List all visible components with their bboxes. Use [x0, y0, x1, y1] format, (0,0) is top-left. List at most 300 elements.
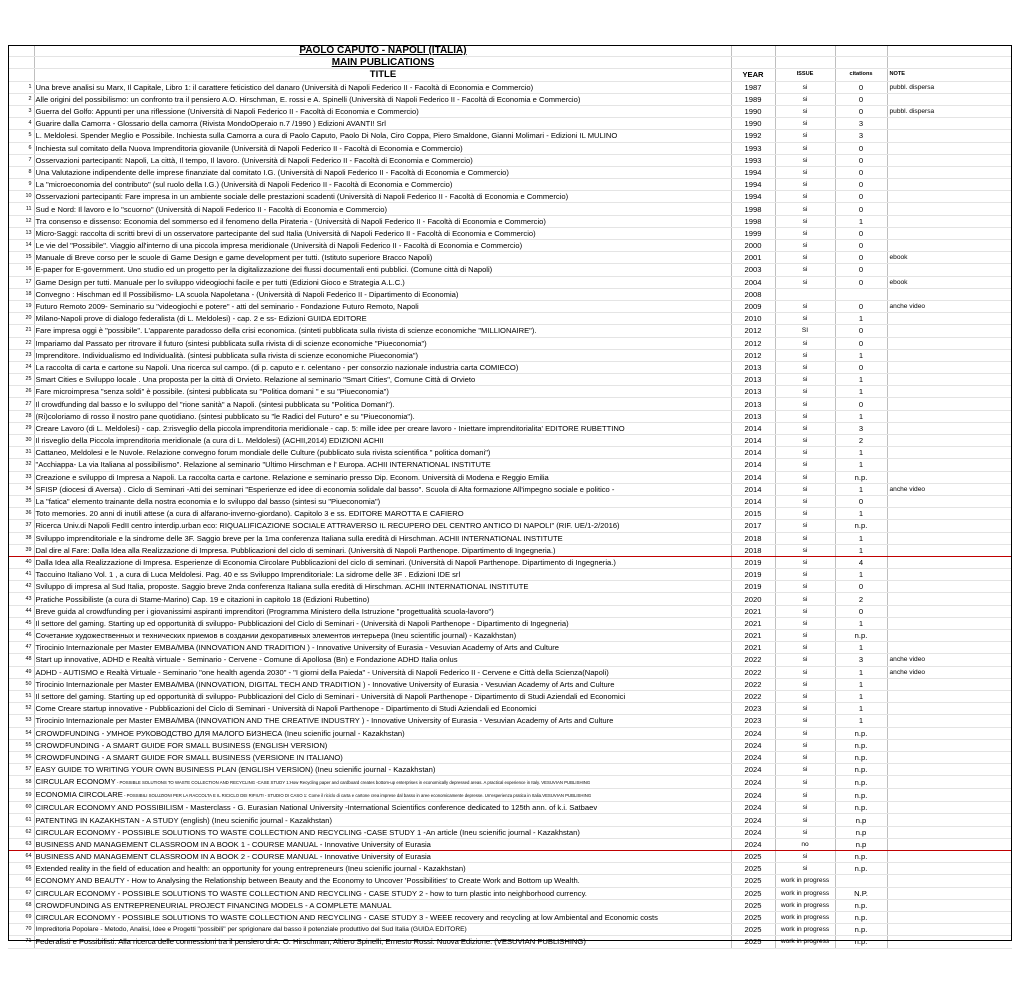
citation-count: 2: [835, 593, 887, 605]
table-row: [8, 751, 1012, 763]
publication-title: EASY GUIDE TO WRITING YOUR OWN BUSINESS PLAN (ENGLISH VERSION) (Ineu scienific journal - Kazakhstan): [34, 764, 731, 776]
citation-count: 1: [835, 386, 887, 398]
row-number: 56: [8, 751, 34, 763]
table-row: [8, 678, 1012, 690]
publication-note: [887, 179, 1012, 191]
publication-title: CROWDFUNDING AS ENTREPRENEURIAL PROJECT FINANCING MODELS - A COMPLETE MANUAL: [34, 899, 731, 911]
publication-title: (Ri)coloriamo di rosso il nostro pane quotidiano. (sintesi pubblicato su "le Radici del Futuro" e su "Piueconomia").: [34, 410, 731, 422]
row-number: 21: [8, 325, 34, 337]
issue-status: work in progress: [775, 887, 835, 899]
table-row: [8, 349, 1012, 361]
publication-year: 2019: [731, 569, 775, 581]
citation-count: 1: [835, 532, 887, 544]
citation-count: 1: [835, 569, 887, 581]
publication-year: 2013: [731, 374, 775, 386]
publication-year: 1999: [731, 227, 775, 239]
citation-count: 0: [835, 325, 887, 337]
publication-note: [887, 410, 1012, 422]
row-number: 18: [8, 288, 34, 300]
row-number: 52: [8, 703, 34, 715]
publication-year: 2015: [731, 508, 775, 520]
publication-note: [887, 459, 1012, 471]
publication-year: 1993: [731, 154, 775, 166]
table-row: [8, 374, 1012, 386]
publication-title: Tra consenso e dissenso: Economia del sommerso ed il fenomeno della Pirateria - (Università di Napoli Federico II - Facoltà di Economia e Commercio): [34, 215, 731, 227]
publication-note: [887, 349, 1012, 361]
citation-count: 0: [835, 81, 887, 93]
citation-count: 1: [835, 410, 887, 422]
citation-count: 0: [835, 93, 887, 105]
row-number: 65: [8, 863, 34, 875]
row-number: 38: [8, 532, 34, 544]
publication-title: E-paper for E-government. Uno studio ed un progetto per la digitalizzazione dei flussi documentali enti pubblici. (Comune città di Napoli): [34, 264, 731, 276]
row-number: 71: [8, 936, 34, 948]
citation-count: 1: [835, 678, 887, 690]
issue-status: no: [775, 838, 835, 850]
table-row: [8, 203, 1012, 215]
citation-count: 0: [835, 581, 887, 593]
citation-count: 3: [835, 654, 887, 666]
publication-year: 2025: [731, 911, 775, 923]
row-number: 45: [8, 617, 34, 629]
citation-count: 2: [835, 435, 887, 447]
citation-count: 0: [835, 300, 887, 312]
row-number: 61: [8, 814, 34, 826]
publication-note: [887, 875, 1012, 887]
table-row: [8, 690, 1012, 702]
table-row: [8, 447, 1012, 459]
table-row: [8, 227, 1012, 239]
publication-year: 1994: [731, 191, 775, 203]
table-row: [8, 532, 1012, 544]
publication-note: [887, 154, 1012, 166]
table-row: [8, 422, 1012, 434]
publication-note: [887, 313, 1012, 325]
issue-status: si: [775, 617, 835, 629]
table-row: [8, 666, 1012, 678]
publication-title: Le vie del "Possibile". Viaggio all'interno di una piccola impresa meridionale (Università di Napoli Federico II - Facoltà di Economia e Commercio): [34, 240, 731, 252]
publication-year: 2025: [731, 875, 775, 887]
row-number: 41: [8, 569, 34, 581]
publication-title: Una breve analisi su Marx, Il Capitale, Libro 1: il carattere feticistico del danaro (Università di Napoli Federico II - Facoltà di Economia e Commercio): [34, 81, 731, 93]
citation-count: 0: [835, 166, 887, 178]
publication-year: 1994: [731, 179, 775, 191]
citation-count: 1: [835, 666, 887, 678]
row-number: 68: [8, 899, 34, 911]
row-number: 32: [8, 459, 34, 471]
publication-title: Cattaneo, Meldolesi e le Nuvole. Relazione convegno forum mondiale delle Culture (pubblicato sula rivista scientifica " politica domani"): [34, 447, 731, 459]
publication-year: 2022: [731, 678, 775, 690]
citation-count: 0: [835, 203, 887, 215]
publication-title: Convegno : Hischman ed Il Possibilismo- LA scuola Napoletana - (Università di Napoli Federico II - Dipartimento di Economia): [34, 288, 731, 300]
issue-status: si: [775, 264, 835, 276]
issue-status: si: [775, 690, 835, 702]
publications-sheet: [8, 45, 1012, 949]
publication-note: [887, 911, 1012, 923]
publication-year: 2014: [731, 447, 775, 459]
publication-year: 2021: [731, 642, 775, 654]
row-number: 36: [8, 508, 34, 520]
citation-count: n.p.: [835, 911, 887, 923]
publication-year: 1990: [731, 118, 775, 130]
publication-year: 2010: [731, 313, 775, 325]
issue-status: si: [775, 386, 835, 398]
publication-note: [887, 703, 1012, 715]
issue-status: si: [775, 751, 835, 763]
row-number: 16: [8, 264, 34, 276]
publication-title: Game Design per tutti. Manuale per lo sviluppo videogiochi facile e per tutti (Edizioni Gioco e Strategia A.L.C.): [34, 276, 731, 288]
publication-note: [887, 863, 1012, 875]
publication-title: ECONOMIA CIRCOLARE - POSSIBILI SOLUZIONI PER LA RACCOLTA E IL RICICLO DEI RIFIUTI - STUDIO DI CASO 1: Come il riciclo di carta e cartone crea imprese dal basso in aree economicamente depresse. Un'esperienza pratica in Italia.VESUVIAN PUBLISHING: [34, 789, 731, 802]
publication-year: 2024: [731, 814, 775, 826]
table-row: [8, 215, 1012, 227]
row-number: 10: [8, 191, 34, 203]
publication-title: Inchiesta sul comitato della Nuova Imprenditoria giovanile (Università di Napoli Federico II - Facoltà di Economia e Commercio): [34, 142, 731, 154]
table-row: [8, 142, 1012, 154]
publication-title: Dal dire al Fare: Dalla Idea alla Realizzazione di Impresa. Pubblicazioni del ciclo di seminari. (Università di Napoli Parthenope. Dipartimento di Ingegneria.): [34, 544, 731, 556]
publication-note: ebook: [887, 276, 1012, 288]
table-row: [8, 508, 1012, 520]
publication-year: 2009: [731, 300, 775, 312]
publication-title: CIRCULAR ECONOMY - POSSIBLE SOLUTIONS TO WASTE COLLECTION AND RECYCLING - CASE STUDY 2 - how to turn plastic into neighborhood currency.: [34, 887, 731, 899]
table-row: [8, 569, 1012, 581]
column-header-issue: ISSUE: [775, 69, 835, 81]
table-row: [8, 495, 1012, 507]
table-row: [8, 814, 1012, 826]
publication-year: 2014: [731, 471, 775, 483]
publication-year: 2012: [731, 337, 775, 349]
citation-count: n.p: [835, 814, 887, 826]
table-row: [8, 252, 1012, 264]
row-number: 20: [8, 313, 34, 325]
publication-year: 2014: [731, 483, 775, 495]
table-row: [8, 642, 1012, 654]
issue-status: si: [775, 776, 835, 789]
row-number: 63: [8, 838, 34, 850]
citation-count: n.p.: [835, 471, 887, 483]
publication-year: 2001: [731, 252, 775, 264]
issue-status: [775, 288, 835, 300]
row-number: 55: [8, 739, 34, 751]
row-number: 66: [8, 875, 34, 887]
publication-year: 2025: [731, 851, 775, 863]
row-number: 44: [8, 605, 34, 617]
publication-note: [887, 802, 1012, 814]
publication-title: ADHD - AUTISMO e Realtà Virtuale - Seminario "one health agenda 2030" - "I giorni della Paieda" - Università di Napoli Federico II - Cervene e Città della Scienza(Napoli): [34, 666, 731, 678]
publication-note: [887, 166, 1012, 178]
publication-year: 2013: [731, 361, 775, 373]
issue-status: si: [775, 715, 835, 727]
publication-note: [887, 471, 1012, 483]
row-number: 60: [8, 802, 34, 814]
publication-note: [887, 727, 1012, 739]
table-row: [8, 93, 1012, 105]
issue-status: si: [775, 203, 835, 215]
publication-title: Breve guida al crowdfunding per i giovanissimi aspiranti imprenditori (Programma Ministero della Istruzione "progettualità scuola-lavoro"): [34, 605, 731, 617]
table-row: [8, 739, 1012, 751]
table-row: [8, 105, 1012, 117]
publication-year: 1998: [731, 203, 775, 215]
row-number: 8: [8, 166, 34, 178]
issue-status: si: [775, 313, 835, 325]
issue-status: si: [775, 605, 835, 617]
table-row: [8, 386, 1012, 398]
table-row: [8, 118, 1012, 130]
row-number: 31: [8, 447, 34, 459]
issue-status: si: [775, 398, 835, 410]
issue-status: si: [775, 471, 835, 483]
citation-count: 0: [835, 361, 887, 373]
citation-count: n.p.: [835, 936, 887, 948]
publication-note: [887, 593, 1012, 605]
publication-note: [887, 240, 1012, 252]
issue-status: si: [775, 154, 835, 166]
citation-count: n.p.: [835, 520, 887, 532]
issue-status: si: [775, 544, 835, 556]
citation-count: 1: [835, 715, 887, 727]
row-number: 49: [8, 666, 34, 678]
issue-status: si: [775, 337, 835, 349]
publication-note: ebook: [887, 252, 1012, 264]
row-number: 39: [8, 544, 34, 556]
publication-title: CROWDFUNDING - A SMART GUIDE FOR SMALL BUSINESS (VERSIONE IN ITALIANO): [34, 751, 731, 763]
citation-count: 0: [835, 276, 887, 288]
issue-status: si: [775, 642, 835, 654]
publication-title: CIRCULAR ECONOMY - POSSIBLE SOLUTIONS TO WASTE COLLECTION AND RECYCLING - CASE STUDY 3 - WEEE recovery and recycling at low Ambiental and Economic costs: [34, 911, 731, 923]
publication-year: 2021: [731, 605, 775, 617]
citation-count: 3: [835, 130, 887, 142]
publication-title: Extended reality in the field of education and health: an opportunity for young entrepreneurs (Ineu scienific journal - Kazakhstan): [34, 863, 731, 875]
publication-year: 2022: [731, 654, 775, 666]
column-header-note: NOTE: [887, 69, 1012, 81]
citation-count: 1: [835, 374, 887, 386]
issue-status: si: [775, 215, 835, 227]
citation-count: n.p.: [835, 751, 887, 763]
publication-title: Futuro Remoto 2009- Seminario su "videogiochi e potere" - atti del seminario - Fondazione Futuro Remoto, Napoli: [34, 300, 731, 312]
publication-note: [887, 337, 1012, 349]
citation-count: 0: [835, 240, 887, 252]
author-row: [8, 45, 1012, 57]
publication-note: [887, 288, 1012, 300]
publication-title: La "fatica" elemento trainante della nostra economia e lo sviluppo dal basso (sintesi su "Piueconomia"): [34, 495, 731, 507]
publication-year: 2019: [731, 556, 775, 568]
publication-note: [887, 764, 1012, 776]
row-number: 51: [8, 690, 34, 702]
publication-note: anche video: [887, 300, 1012, 312]
citation-count: 0: [835, 495, 887, 507]
publication-title: Creazione e sviluppo di Impresa a Napoli. La raccolta carta e cartone. Relazione e seminario presso Dip. Econom. Università di Modena e Reggio Emilia: [34, 471, 731, 483]
row-number: 23: [8, 349, 34, 361]
table-row: [8, 471, 1012, 483]
publication-note: [887, 851, 1012, 863]
table-row: [8, 166, 1012, 178]
issue-status: si: [775, 118, 835, 130]
issue-status: si: [775, 435, 835, 447]
issue-status: si: [775, 851, 835, 863]
citation-count: n.p.: [835, 924, 887, 936]
publication-note: [887, 569, 1012, 581]
publication-title: SFISP (diocesi di Aversa) . Ciclo di Seminari -Atti dei seminari "Esperienze ed idee di economia solidale dal basso". Scuola di Alta formazione All'impegno sociale e politico -: [34, 483, 731, 495]
publication-note: [887, 605, 1012, 617]
publication-year: 2013: [731, 410, 775, 422]
publication-title: CROWDFUNDING - УМНОЕ РУКОВОДСТВО ДЛЯ МАЛОГО БИЗНЕСА (Ineu scienific journal - Kazakhstan): [34, 727, 731, 739]
publication-year: 1998: [731, 215, 775, 227]
row-number: 15: [8, 252, 34, 264]
issue-status: work in progress: [775, 936, 835, 948]
publication-title: Dalla Idea alla Realizzazione di Impresa. Esperienze di Economia Circolare Pubblicazioni del ciclo di seminari. (Università di Napoli Parthenope. Dipartimento di Ingegneria.): [34, 556, 731, 568]
publication-title: Taccuino Italiano Vol. 1 , a cura di Luca Meldolesi. Pag. 40 e ss Sviluppo Imprenditoriale: La sidrome delle 3F . Edizioni IDE srl: [34, 569, 731, 581]
publication-note: [887, 630, 1012, 642]
table-row: [8, 703, 1012, 715]
issue-status: work in progress: [775, 924, 835, 936]
publication-title: Impariamo dal Passato per ritrovare il futuro (sintesi pubblicata sulla rivista di di scienze economiche "Piueconomia"): [34, 337, 731, 349]
publication-note: [887, 93, 1012, 105]
publication-note: [887, 191, 1012, 203]
publication-note: [887, 435, 1012, 447]
table-row: [8, 130, 1012, 142]
publications-table: [8, 45, 1012, 949]
table-row: [8, 410, 1012, 422]
publication-year: 2024: [731, 764, 775, 776]
citation-count: 3: [835, 422, 887, 434]
publication-year: 2025: [731, 899, 775, 911]
row-number: 27: [8, 398, 34, 410]
issue-status: si: [775, 495, 835, 507]
publication-year: 2024: [731, 739, 775, 751]
publication-title: Start up innovative, ADHD e Realtà virtuale - Seminario - Cervene - Comune di Apollosa (Bn) e Fondazione ADHD Italia onlus: [34, 654, 731, 666]
publication-year: 2003: [731, 264, 775, 276]
row-number: 7: [8, 154, 34, 166]
citation-count: n.p: [835, 826, 887, 838]
publication-year: 2014: [731, 495, 775, 507]
citation-count: N.P.: [835, 887, 887, 899]
publication-title: Impreditoria Popolare - Metodo, Analisi, Idee e Progetti "possibili" per sprigionare dal basso il potenziale produttivo del Sud Italia (GUIDA EDITORE): [34, 924, 731, 936]
row-number: 70: [8, 924, 34, 936]
publication-note: [887, 789, 1012, 802]
row-number: 19: [8, 300, 34, 312]
publication-note: pubbl. dispersa: [887, 81, 1012, 93]
issue-status: si: [775, 703, 835, 715]
table-row: [8, 936, 1012, 948]
table-row: [8, 300, 1012, 312]
row-number: 25: [8, 374, 34, 386]
issue-status: si: [775, 81, 835, 93]
publication-title: Imprenditore. Individualismo ed Individualità. (sintesi pubblicata sulla rivista di scienze economiche Piueconomia"): [34, 349, 731, 361]
publication-note: [887, 678, 1012, 690]
publication-year: 2014: [731, 422, 775, 434]
table-row: [8, 191, 1012, 203]
row-number: 17: [8, 276, 34, 288]
publication-title: Toto memories. 20 anni di inutili attese (a cura di alfarano-inverno-giordano). Capitolo 3 e ss. EDITORE MAROTTA E CAFIERO: [34, 508, 731, 520]
publication-year: 1989: [731, 93, 775, 105]
issue-status: si: [775, 410, 835, 422]
issue-status: si: [775, 532, 835, 544]
table-row: [8, 435, 1012, 447]
publication-title: Il crowdfunding dal basso e lo sviluppo del "rione sanità" a Napoli. (sintesi pubblicata su "Politica Domani").: [34, 398, 731, 410]
citation-count: 1: [835, 459, 887, 471]
publication-year: 2022: [731, 690, 775, 702]
publication-year: 2024: [731, 727, 775, 739]
publication-title: La "microeconomia del contributo" (sul ruolo della I.G.) (Università di Napoli Federico II - Facoltà di Economia e Commercio): [34, 179, 731, 191]
citation-count: 0: [835, 252, 887, 264]
issue-status: si: [775, 764, 835, 776]
table-row: [8, 544, 1012, 556]
issue-status: si: [775, 581, 835, 593]
publication-title: Milano-Napoli prove di dialogo federalista (di L. Meldolesi) - cap. 2 e ss- Edizioni GUIDA EDITORE: [34, 313, 731, 325]
row-number: 14: [8, 240, 34, 252]
row-number: 67: [8, 887, 34, 899]
issue-status: si: [775, 727, 835, 739]
publication-title: Federalisti e Possibilisti: Alla ricerca delle connessioni tra il pensiero di A. O. Hirschman, Altiero Spinelli, Ernesto Rossi. Nuova Edizione. (VESUVIAN PUBLISHING): [34, 936, 731, 948]
issue-status: si: [775, 814, 835, 826]
row-number: 54: [8, 727, 34, 739]
row-number: 34: [8, 483, 34, 495]
publication-title: CROWDFUNDING - A SMART GUIDE FOR SMALL BUSINESS (ENGLISH VERSION): [34, 739, 731, 751]
row-number: 58: [8, 776, 34, 789]
publication-year: 2022: [731, 666, 775, 678]
row-number: 64: [8, 851, 34, 863]
citation-count: 1: [835, 313, 887, 325]
publication-title: Sviluppo imprenditoriale e la sindrome delle 3F. Saggio breve per la 1ma conferenza Italiana sulla eredità di Hirschman. ACHII INTERNATIONAL INSTITUTE: [34, 532, 731, 544]
publication-year: 2000: [731, 240, 775, 252]
table-row: [8, 887, 1012, 899]
citation-count: 4: [835, 556, 887, 568]
citation-count: 0: [835, 337, 887, 349]
publication-title: ECONOMY AND BEAUTY - How to Analysing the Relationship between Beauty and the Economy to Uncover 'Possibilities' to Create Work and Bottom up Wealth.: [34, 875, 731, 887]
citation-count: n.p.: [835, 727, 887, 739]
issue-status: si: [775, 142, 835, 154]
row-number: 1: [8, 81, 34, 93]
main-publications-heading: MAIN PUBLICATIONS: [34, 57, 731, 69]
publication-title: Guarire dalla Camorra - Glossario della camorra (Rivista MondoOperaio n.7 /1990 ) Edizioni AVANTI! Srl: [34, 118, 731, 130]
publication-title: CIRCULAR ECONOMY - POSSIBLE SOLUTIONS TO WASTE COLLECTION AND RECYCLING -CASE STUDY 1 -An article (Ineu scienific journal - Kazakhstan): [34, 826, 731, 838]
row-number: 24: [8, 361, 34, 373]
table-row: [8, 556, 1012, 568]
publication-title: CIRCULAR ECONOMY - POSSIBLE SOLUTIONS TO WASTE COLLECTION AND RECYCLING -CASE STUDY 1:How Recycling paper and cardboard creates bottom-up enterprises in economically depressed areas. A practical experience in Italy. VESUVIAN PUBLISHING: [34, 776, 731, 789]
publication-year: 2018: [731, 544, 775, 556]
publication-year: 2014: [731, 459, 775, 471]
issue-status: si: [775, 459, 835, 471]
table-row: [8, 276, 1012, 288]
publication-title: BUSINESS AND MANAGEMENT CLASSROOM IN A BOOK 1 - COURSE MANUAL - Innovative University of Eurasia: [34, 838, 731, 850]
table-row: [8, 715, 1012, 727]
publication-title: Una Valutazione indipendente delle imprese finanziate dal comitato I.G. (Università di Napoli Federico II - Facoltà di Economia e Commercio): [34, 166, 731, 178]
issue-status: si: [775, 739, 835, 751]
issue-status: si: [775, 654, 835, 666]
publication-year: 2025: [731, 863, 775, 875]
issue-status: si: [775, 179, 835, 191]
publication-year: 1990: [731, 105, 775, 117]
citation-count: 0: [835, 398, 887, 410]
row-number: 3: [8, 105, 34, 117]
row-number: 48: [8, 654, 34, 666]
table-row: [8, 605, 1012, 617]
publication-note: [887, 520, 1012, 532]
publication-title: Micro-Saggi: raccolta di scritti brevi di un osservatore partecipante del sud Italia (Università di Napoli Federico II - Facoltà di Economia e Commercio): [34, 227, 731, 239]
citation-count: 1: [835, 447, 887, 459]
table-row: [8, 313, 1012, 325]
publication-title: Manuale di Breve corso per le scuole di Game Design e game development per tutti. (Istituto superiore Bracco Napoli): [34, 252, 731, 264]
row-number: 43: [8, 593, 34, 605]
row-number: 35: [8, 495, 34, 507]
issue-status: si: [775, 630, 835, 642]
row-number: 69: [8, 911, 34, 923]
table-row: [8, 899, 1012, 911]
citation-count: n.p: [835, 838, 887, 850]
row-number: 42: [8, 581, 34, 593]
publication-title: Tirocinio Internazionale per Master EMBA/MBA (INNOVATION AND THE CREATIVE INDUSTRY ) - Innovative University of Eurasia - Vesuvian Academy of Arts and Culture: [34, 715, 731, 727]
citation-count: 0: [835, 154, 887, 166]
